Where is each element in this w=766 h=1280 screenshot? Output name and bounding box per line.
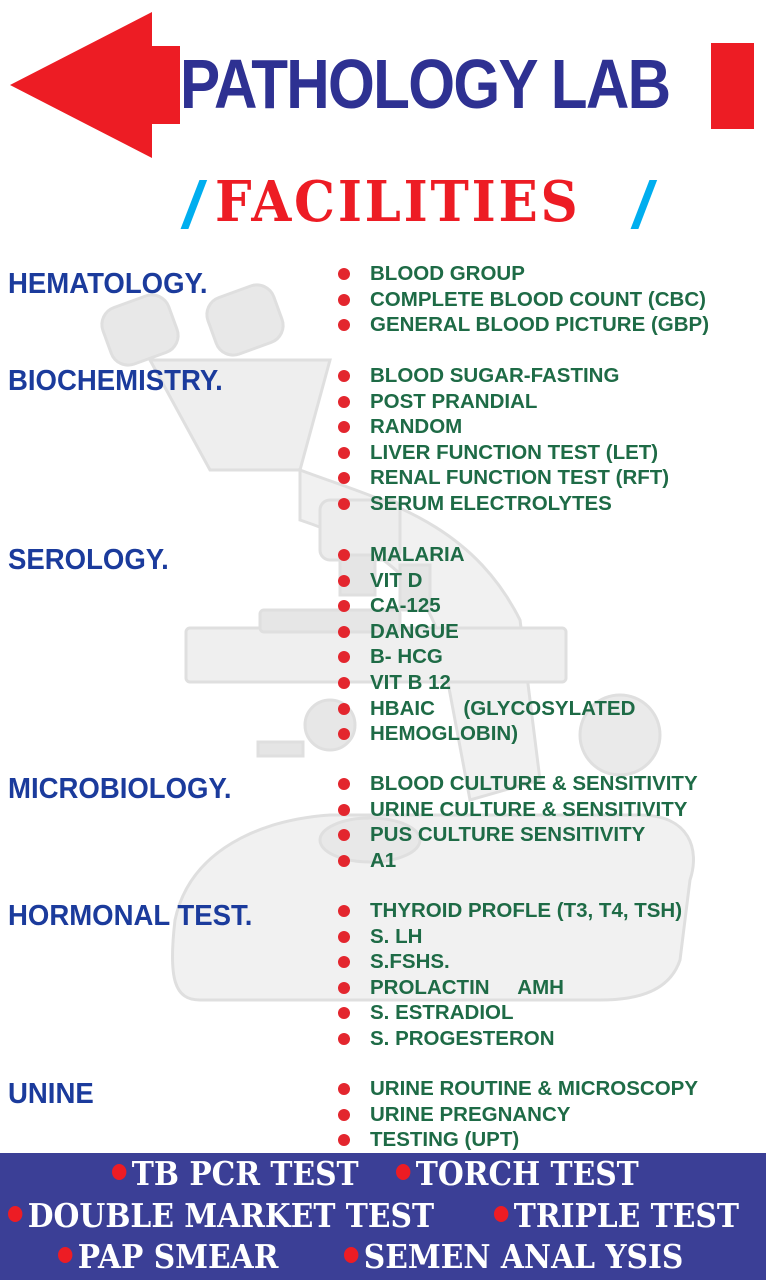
test-list [338, 899, 682, 1053]
facilities-title: FACILITIES [215, 169, 581, 235]
bullet-icon [338, 804, 350, 816]
list-item: S.FSHS. [338, 950, 682, 976]
list-item: A1 [338, 849, 698, 875]
bullet-icon [396, 1164, 410, 1180]
bullet-icon [338, 855, 350, 867]
list-item: S. LH [338, 925, 682, 951]
test-list [338, 262, 709, 339]
list-item: COMPLETE BLOOD COUNT (CBC) [338, 288, 709, 314]
list-item: S. ESTRADIOL [338, 1001, 682, 1027]
list-item: HEMOGLOBIN) [338, 722, 635, 748]
category-label: UNINE [8, 1078, 94, 1110]
list-item: MALARIA [338, 543, 635, 569]
list-item: SERUM ELECTROLYTES [338, 492, 669, 518]
list-item: PUS CULTURE SENSITIVITY [338, 823, 698, 849]
bullet-icon [112, 1164, 126, 1180]
footer-test-pap-smear: PAP SMEAR [58, 1238, 278, 1276]
list-item: URINE CULTURE & SENSITIVITY [338, 798, 698, 824]
bullet-icon [338, 1083, 350, 1095]
bullet-icon [338, 829, 350, 841]
test-list [338, 543, 635, 748]
test-list [338, 1077, 698, 1154]
bullet-icon [338, 294, 350, 306]
bullet-icon [338, 396, 350, 408]
slash-left: / [183, 168, 202, 242]
footer-test-triple: TRIPLE TEST [494, 1197, 739, 1235]
bullet-icon [338, 472, 350, 484]
bullet-icon [338, 1033, 350, 1045]
list-item: BLOOD CULTURE & SENSITIVITY [338, 772, 698, 798]
list-item: CA-125 [338, 594, 635, 620]
list-item: URINE ROUTINE & MICROSCOPY [338, 1077, 698, 1103]
bullet-icon [338, 421, 350, 433]
left-arrow-icon [0, 0, 180, 160]
list-item: THYROID PROFLE (T3, T4, TSH) [338, 899, 682, 925]
bullet-icon [344, 1247, 358, 1263]
list-item: PROLACTIN AMH [338, 976, 682, 1002]
bullet-icon [338, 728, 350, 740]
bullet-icon [338, 498, 350, 510]
page-title: PATHOLOGY LAB [180, 45, 670, 123]
bullet-icon [338, 575, 350, 587]
bullet-icon [338, 982, 350, 994]
bullet-icon [338, 931, 350, 943]
slash-right: / [633, 168, 652, 242]
bullet-icon [338, 319, 350, 331]
category-label: BIOCHEMISTRY. [8, 365, 223, 397]
category-label: HORMONAL TEST. [8, 900, 253, 932]
category-label: SEROLOGY. [8, 544, 169, 576]
bullet-icon [338, 268, 350, 280]
bullet-icon [338, 956, 350, 968]
test-list [338, 772, 698, 874]
bullet-icon [338, 549, 350, 561]
list-item: RANDOM [338, 415, 669, 441]
list-item: S. PROGESTERON [338, 1027, 682, 1053]
list-item: DANGUE [338, 620, 635, 646]
footer-banner [0, 1153, 766, 1280]
footer-test-double-market: DOUBLE MARKET TEST [8, 1197, 434, 1235]
bullet-icon [338, 1134, 350, 1146]
bullet-icon [338, 1007, 350, 1019]
bullet-icon [338, 651, 350, 663]
bullet-icon [338, 703, 350, 715]
list-item: GENERAL BLOOD PICTURE (GBP) [338, 313, 709, 339]
bullet-icon [338, 600, 350, 612]
list-item: BLOOD SUGAR-FASTING [338, 364, 669, 390]
bullet-icon [338, 626, 350, 638]
category-label: HEMATOLOGY. [8, 268, 208, 300]
list-item: VIT B 12 [338, 671, 635, 697]
bullet-icon [338, 778, 350, 790]
bullet-icon [338, 447, 350, 459]
bullet-icon [494, 1206, 508, 1222]
list-item: BLOOD GROUP [338, 262, 709, 288]
list-item: HBAIC (GLYCOSYLATED [338, 697, 635, 723]
bullet-icon [338, 677, 350, 689]
footer-test-semen-analysis: SEMEN ANAL YSIS [344, 1238, 683, 1276]
bullet-icon [338, 1109, 350, 1121]
list-item: URINE PREGNANCY [338, 1103, 698, 1129]
footer-test-tb-pcr: TB PCR TEST [112, 1155, 359, 1193]
list-item: B- HCG [338, 645, 635, 671]
list-item: POST PRANDIAL [338, 390, 669, 416]
list-item: LIVER FUNCTION TEST (LET) [338, 441, 669, 467]
bullet-icon [8, 1206, 22, 1222]
bullet-icon [338, 370, 350, 382]
bullet-icon [58, 1247, 72, 1263]
category-label: MICROBIOLOGY. [8, 773, 232, 805]
title-red-bar [711, 43, 754, 129]
list-item: RENAL FUNCTION TEST (RFT) [338, 466, 669, 492]
facilities-heading [175, 165, 675, 242]
test-list [338, 364, 669, 518]
footer-test-torch: TORCH TEST [396, 1155, 639, 1193]
bullet-icon [338, 905, 350, 917]
list-item: VIT D [338, 569, 635, 595]
list-item: TESTING (UPT) [338, 1128, 698, 1154]
